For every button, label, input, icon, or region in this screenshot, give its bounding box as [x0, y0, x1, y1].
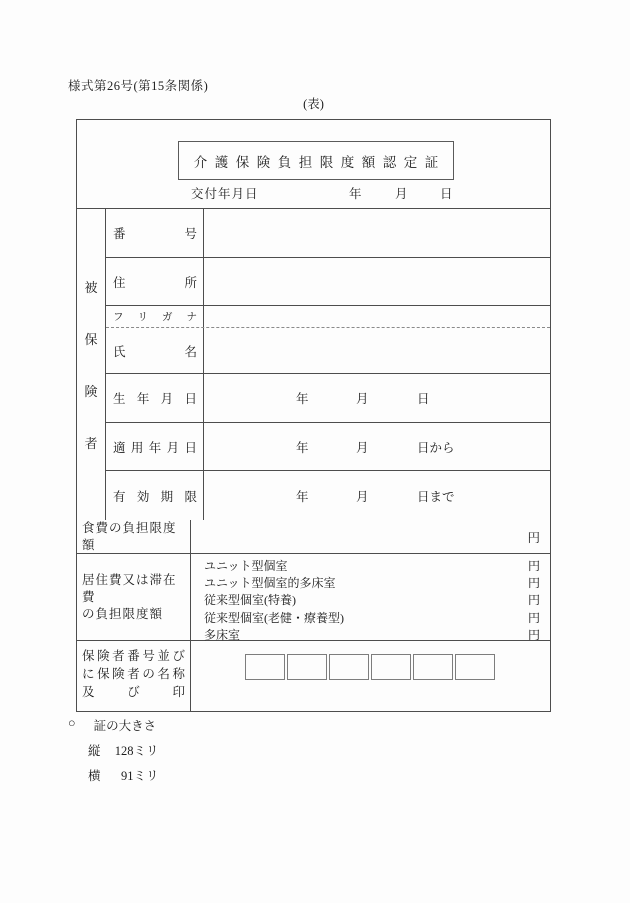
- address-value-cell: [204, 258, 550, 305]
- residence-label-line2: の負担限度額: [82, 606, 164, 621]
- yen-unit: 円: [527, 593, 540, 608]
- issue-month-unit: 月: [395, 187, 408, 201]
- certificate-form-table: [76, 119, 551, 712]
- size-note-width-value: 91ミリ: [121, 769, 159, 783]
- side-label: [76, 94, 551, 112]
- row-label-number: 番 号: [106, 209, 204, 257]
- meal-limit-value-cell: [191, 520, 550, 553]
- insurer-number-box: [413, 654, 453, 680]
- circle-bullet-icon: ○: [68, 716, 76, 730]
- yen-unit: 円: [527, 576, 540, 591]
- expiry-day-unit: 日まで: [417, 489, 455, 504]
- yen-unit: 円: [527, 610, 540, 625]
- row-label-expiry: 有 効 期 限: [106, 471, 204, 520]
- yen-unit: 円: [527, 559, 540, 573]
- insured-section: [77, 209, 550, 520]
- row-label-residence-limit: [77, 554, 191, 640]
- issue-date-label: 交付年月日: [191, 187, 259, 201]
- insurer-label-line3: 及 び 印: [82, 685, 185, 699]
- insurer-number-box: [245, 654, 285, 680]
- insured-rows: [106, 209, 550, 520]
- insurer-number-box: [287, 654, 327, 680]
- insurer-label-line2: に 保 険 者 の 名 称: [82, 667, 185, 681]
- row-label-furigana: フ リ ガ ナ: [106, 306, 204, 327]
- name-value-cell: [204, 328, 550, 373]
- row-label-meal-limit: [77, 520, 191, 553]
- insurer-number-box: [455, 654, 495, 680]
- apply-month-unit: 月: [356, 440, 369, 455]
- expiry-year-unit: 年: [296, 489, 309, 504]
- apply-day-unit: 日から: [417, 440, 455, 455]
- table-row-insurer: [77, 641, 550, 712]
- row-label-birthdate: 生 年 月 日: [106, 374, 204, 422]
- residence-room-type-list: [191, 554, 550, 644]
- expiry-value-cell: [204, 471, 550, 520]
- list-item-unit-multi: [204, 575, 540, 592]
- meal-limit-label-text: 食費の負担限度額: [82, 520, 177, 552]
- furigana-value-cell: [204, 306, 550, 327]
- table-row-residence-limit: [77, 554, 550, 641]
- list-item-conventional-roken: [204, 610, 540, 627]
- size-note-width-label: 横: [88, 769, 101, 783]
- issue-year-unit: 年: [349, 187, 362, 201]
- residence-label-line1: 居住費又は滞在費: [82, 572, 177, 604]
- meal-yen-unit: 円: [527, 530, 540, 545]
- row-label-insurer: [77, 641, 191, 712]
- table-row-address: [106, 258, 550, 306]
- table-row-name: [106, 328, 550, 374]
- list-item-unit-private: [204, 558, 540, 575]
- number-value-cell: [204, 209, 550, 257]
- yen-unit: 円: [527, 627, 540, 642]
- issue-date-row: [77, 184, 550, 204]
- apply-year-unit: 年: [296, 440, 309, 455]
- form-number: 様式第26号(第15条関係): [68, 79, 209, 93]
- insurer-number-box: [329, 654, 369, 680]
- birthdate-value-cell: [204, 374, 550, 422]
- table-row-number: [106, 209, 550, 258]
- size-note-width: [88, 766, 159, 784]
- certificate-title-box: [178, 141, 454, 180]
- insurer-number-box: [371, 654, 411, 680]
- room-type-name: ユニット型個室的多床室: [204, 576, 336, 591]
- room-type-name: ユニット型個室: [204, 559, 288, 573]
- birthdate-year-unit: 年: [296, 392, 309, 406]
- issue-day-unit: 日: [440, 187, 453, 201]
- size-note-title: 証の大きさ: [93, 719, 157, 733]
- birthdate-month-unit: 月: [356, 392, 369, 406]
- size-note-height-label: 縦: [88, 744, 101, 758]
- room-type-name: 従来型個室(特養): [204, 593, 296, 608]
- insurer-label-line1: 保 険 者 番 号 並 び: [82, 649, 185, 663]
- table-row-expiry: [106, 471, 550, 520]
- form-header: [77, 120, 550, 209]
- insured-person-group-label: 被 保 険 者: [77, 209, 106, 520]
- row-label-address: 住 所: [106, 258, 204, 305]
- table-row-apply-date: [106, 423, 550, 471]
- size-note-title-line: [68, 716, 159, 734]
- row-label-name: 氏 名: [106, 328, 204, 373]
- side-label-text: (表): [303, 97, 324, 111]
- size-note-height: [88, 741, 159, 759]
- room-type-name: 多床室: [204, 627, 241, 642]
- insurer-number-boxes: [245, 654, 550, 680]
- size-note: [68, 716, 159, 784]
- apply-date-value-cell: [204, 423, 550, 470]
- row-label-apply-date: 適 用 年 月 日: [106, 423, 204, 470]
- table-row-birthdate: [106, 374, 550, 423]
- list-item-conventional-tokuyo: [204, 592, 540, 609]
- expiry-month-unit: 月: [356, 489, 369, 504]
- table-row-meal-limit: [77, 520, 550, 554]
- table-row-furigana: [106, 306, 550, 328]
- insurer-value-cell: [191, 641, 550, 712]
- room-type-name: 従来型個室(老健・療養型): [204, 610, 344, 625]
- residence-value-cell: [191, 554, 550, 640]
- certificate-title: 介護保険負担限度額認定証: [193, 154, 446, 170]
- birthdate-day-unit: 日: [417, 392, 430, 406]
- size-note-height-value: 128ミリ: [114, 744, 159, 758]
